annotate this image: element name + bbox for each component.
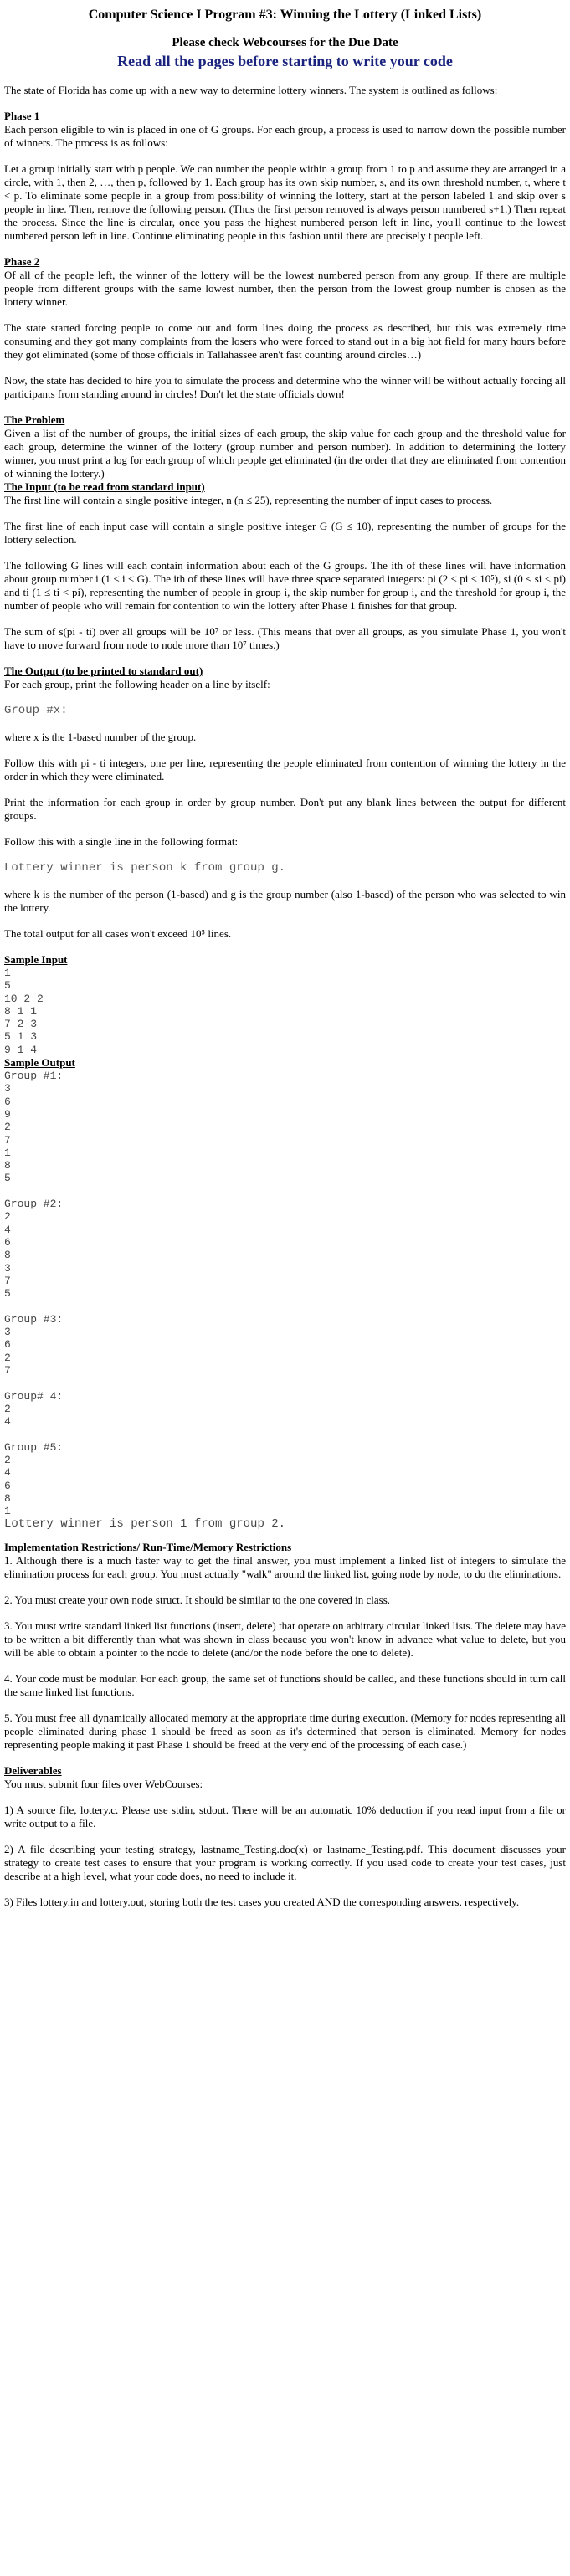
problem-heading: The Problem [4,413,65,426]
phase2-heading: Phase 2 [4,255,40,268]
sample-winner-line: Lottery winner is person 1 from group 2. [4,1517,286,1532]
restrictions-heading: Implementation Restrictions/ Run-Time/Memory Restrictions [4,1541,292,1554]
restriction-2: 2. You must create your own node struct. It should be similar to the one covered in class. [4,1593,391,1607]
phase2-paragraph-3: Now, the state has decided to hire you to simulate the process and determine who the winner will be without actually forcing all participants from standing around in circles! Don't let the state officials down! [4,374,566,400]
output-heading: The Output (to be printed to standard out) [4,665,203,677]
winner-format: Lottery winner is person k from group g. [4,861,286,875]
phase1-paragraph-1: Each person eligible to win is placed in one of G groups. For each group, a process is used to narrow down the possible number of winners. The process is as follows: [4,123,566,149]
due-date-notice: Please check Webcourses for the Due Date [172,36,398,49]
sample-input-block: 1 5 10 2 2 8 1 1 7 2 3 5 1 3 9 1 4 [4,967,44,1056]
output-paragraph-6: where k is the number of the person (1-based) and g is the group number (also 1-based) of the person who was selected to win the lottery. [4,888,566,914]
deliverable-3: 3) Files lottery.in and lottery.out, storing both the test cases you created AND the corresponding answers, respectively. [4,1896,520,1909]
output-paragraph-7: The total output for all cases won't exceed 10⁵ lines. [4,927,232,940]
deliverable-1: 1) A source file, lottery.c. Please use stdin, stdout. There will be an automatic 10% deduction if you read input from a file or write output to a file. [4,1804,566,1830]
output-paragraph-3: Follow this with pi - ti integers, one per line, representing the people eliminated from contention of winning the lottery in the order in which they were eliminated. [4,757,566,783]
output-paragraph-5: Follow this with a single line in the following format: [4,835,239,848]
phase2-paragraph-2: The state started forcing people to come out and form lines doing the process as described, but this was extremely time consuming and they got many complaints from the losers who were forced to stand out in a big hot field for many hours before they got eliminated (some of those officials in Tallahassee aren't fast counting around circles…) [4,321,566,361]
input-paragraph-2: The first line of each input case will contain a single positive integer G (G ≤ 10), representing the number of groups for the lottery selection. [4,520,566,546]
restriction-3: 3. You must write standard linked list functions (insert, delete) that operate on arbitrary circular linked lists. The delete may have to be written a bit differently than what was shown in class because you won't know in advance what value to delete, but you will be able to obtain a pointer to the node to delete (and/or the node before the one to delete). [4,1619,566,1660]
phase2-paragraph-1: Of all of the people left, the winner of the lottery will be the lowest numbered person from any group. If there are multiple people from different groups with the same lowest number, then the person from the lowest group number is chosen as the lottery winner. [4,269,566,308]
phase1-paragraph-2: Let a group initially start with p people. We can number the people within a group from 1 to p and assume they are arranged in a circle, with 1, then 2, …, then p, followed by 1. Each group has its own skip number, s, and its own threshold number, t, where t < p. To eliminate some people in a group from possibility of winning the lottery, start at the person labeled 1 and skip over s people in line. Then, remove the following person. (Thus the first person removed is always person numbered s+1.) Then repeat the process. Since the line is circular, once you pass the highest numbered person left in line, you'll continue to the lowest numbered person left in line. Continue eliminating people in this fashion until there are precisely t people left. [4,162,566,242]
output-paragraph-2: where x is the 1-based number of the group. [4,731,197,743]
sample-output-block: Group #1: 3 6 9 2 7 1 8 5 Group #2: 2 4 6 8 3 7 5 Group #3: 3 6 2 7 Group# 4: 2 4 Group #5: 2 4 6 8 1 [4,1070,64,1518]
sample-output-heading: Sample Output [4,1056,75,1070]
restriction-4: 4. Your code must be modular. For each group, the same set of functions should be called, and these functions should in turn call the same linked list functions. [4,1672,566,1699]
deliverables-heading: Deliverables [4,1764,62,1778]
group-header-format: Group #x: [4,704,68,717]
problem-paragraph: Given a list of the number of groups, the initial sizes of each group, the skip value for each group and the threshold value for each group, determine the winner of the lottery (group number and person number). In addition to determining the lottery winner, you must print a log for each group of which people get eliminated (in the order that they are eliminated from contention of winning the lottery.) [4,427,566,480]
restriction-1: 1. Although there is a much faster way to get the final answer, you must implement a linked list of integers to simulate the elimination process for each group. You must actually "walk" around the linked list, going node by node, to do the eliminations. [4,1554,566,1581]
page-title: Computer Science I Program #3: Winning the Lottery (Linked Lists) [88,8,482,22]
deliverable-2: 2) A file describing your testing strategy, lastname_Testing.doc(x) or lastname_Testing.pdf. This document discusses your strategy to create test cases to ensure that your program is working correctly. If you used code to create your test cases, just describe at a high level, what your code does, no need to include it. [4,1843,566,1883]
input-heading: The Input (to be read from standard input) [4,480,205,493]
deliverables-intro: You must submit four files over WebCourses: [4,1778,203,1791]
output-paragraph-4: Print the information for each group in order by group number. Don't put any blank lines between the output for different groups. [4,796,566,822]
input-paragraph-4: The sum of s(pi - ti) over all groups will be 10⁷ or less. (This means that over all groups, as you simulate Phase 1, you won't have to move forward from node to node more than 10⁷ times.) [4,625,566,651]
output-paragraph-1: For each group, print the following header on a line by itself: [4,678,270,690]
intro-paragraph: The state of Florida has come up with a new way to determine lottery winners. The system is outlined as follows: [4,84,498,96]
phase1-heading: Phase 1 [4,110,40,122]
input-paragraph-3: The following G lines will each contain information about each of the G groups. The ith of these lines will have information about group number i (1 ≤ i ≤ G). The ith of these lines will have three space separated integers: pi (2 ≤ pi ≤ 10⁵), si (0 ≤ si < pi) and ti (1 ≤ ti < pi), representing the number of people in group i, the skip number for group i, and the threshold for group i, the number of people who will remain for contention to win the lottery after Phase 1 finishes for that group. [4,559,566,612]
sample-input-heading: Sample Input [4,953,68,966]
input-paragraph-1: The first line will contain a single positive integer, n (n ≤ 25), representing the number of input cases to process. [4,494,493,506]
read-all-notice: Read all the pages before starting to write your code [117,53,453,69]
restriction-5: 5. You must free all dynamically allocated memory at the appropriate time during execution. (Memory for nodes representing all people eliminated during phase 1 should be freed as soon as it's determined that person is eliminated. Memory for nodes representing people making it past Phase 1 should be freed at the very end of the processing of each case.) [4,1711,566,1752]
